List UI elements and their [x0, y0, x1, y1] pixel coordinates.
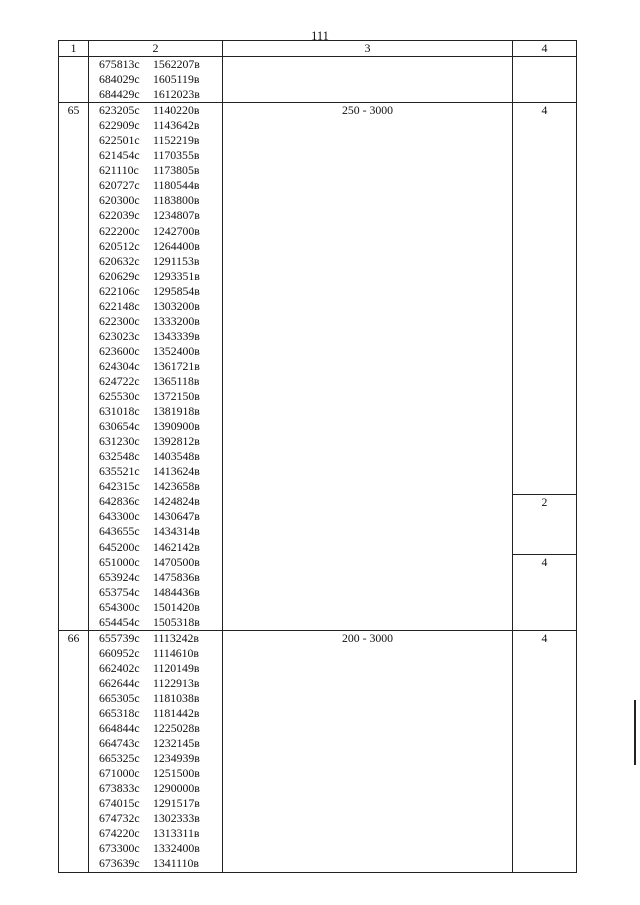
header-row — [59, 41, 577, 57]
coordinate-pair — [89, 404, 222, 419]
coordinate-pair — [89, 811, 222, 826]
longitude: 1612023в — [153, 87, 200, 102]
range-cell — [223, 57, 513, 103]
coordinates-cell — [89, 494, 223, 554]
longitude: 1392812в — [153, 434, 200, 449]
longitude: 1293351в — [153, 268, 200, 283]
coordinate-pair — [89, 103, 222, 118]
latitude: 662644с — [99, 675, 140, 690]
longitude: 1423658в — [153, 479, 200, 494]
latitude: 622148с — [99, 298, 140, 313]
coordinate-pair — [89, 374, 222, 389]
latitude: 642315с — [99, 479, 140, 494]
latitude: 684029с — [99, 72, 140, 87]
longitude: 1361721в — [153, 358, 200, 373]
latitude: 643300с — [99, 509, 140, 524]
longitude: 1234939в — [153, 751, 200, 766]
latitude: 620632с — [99, 253, 140, 268]
category-cell: 4 — [513, 555, 577, 631]
table-row — [59, 103, 577, 495]
latitude: 654454с — [99, 614, 140, 629]
latitude: 664743с — [99, 736, 140, 751]
longitude: 1291153в — [153, 253, 200, 268]
latitude: 622039с — [99, 208, 140, 223]
longitude: 1120149в — [153, 660, 200, 675]
coordinate-pair — [89, 359, 222, 374]
latitude: 673833с — [99, 781, 140, 796]
longitude: 1181038в — [153, 690, 200, 705]
category-cell: 4 — [513, 630, 577, 872]
longitude: 1302333в — [153, 811, 200, 826]
coordinate-pair — [89, 389, 222, 404]
latitude: 622300с — [99, 313, 140, 328]
latitude: 664844с — [99, 721, 140, 736]
coordinate-pair — [89, 585, 222, 600]
latitude: 660952с — [99, 645, 140, 660]
longitude: 1484436в — [153, 584, 200, 599]
longitude: 1372150в — [153, 389, 200, 404]
coordinate-pair — [89, 208, 222, 223]
longitude: 1430647в — [153, 509, 200, 524]
longitude: 1295854в — [153, 283, 200, 298]
continuation-row — [59, 57, 577, 103]
latitude: 624722с — [99, 373, 140, 388]
coordinate-pair — [89, 540, 222, 555]
coordinates-cell — [89, 103, 223, 495]
range-cell: 250 - 3000 — [223, 103, 513, 631]
coordinate-pair — [89, 751, 222, 766]
latitude: 632548с — [99, 449, 140, 464]
longitude: 1341110в — [153, 856, 199, 871]
longitude: 1413624в — [153, 464, 200, 479]
longitude: 1242700в — [153, 223, 200, 238]
latitude: 662402с — [99, 660, 140, 675]
longitude: 1234807в — [153, 208, 200, 223]
latitude: 621110с — [99, 163, 139, 178]
latitude: 665305с — [99, 690, 140, 705]
entry-number-cell — [59, 57, 89, 103]
coordinates-cell — [89, 555, 223, 631]
latitude: 671000с — [99, 766, 140, 781]
longitude: 1291517в — [153, 796, 200, 811]
longitude: 1290000в — [153, 781, 200, 796]
coordinate-pair — [89, 224, 222, 239]
longitude: 1332400в — [153, 841, 200, 856]
coordinate-pair — [89, 721, 222, 736]
coordinate-pair — [89, 856, 222, 871]
longitude: 1403548в — [153, 449, 200, 464]
category-cell — [513, 57, 577, 103]
longitude: 1462142в — [153, 539, 200, 554]
longitude: 1180544в — [153, 178, 200, 193]
coordinate-pair — [89, 419, 222, 434]
entry-number: 65 — [59, 103, 89, 631]
latitude: 622909с — [99, 118, 140, 133]
coordinate-pair — [89, 344, 222, 359]
coordinate-pair — [89, 479, 222, 494]
latitude: 623023с — [99, 328, 140, 343]
coordinate-pair — [89, 524, 222, 539]
coordinate-pair — [89, 691, 222, 706]
latitude: 623205с — [99, 103, 140, 118]
longitude: 1505318в — [153, 614, 200, 629]
latitude: 630654с — [99, 419, 140, 434]
coordinate-pair — [89, 329, 222, 344]
longitude: 1501420в — [153, 599, 200, 614]
coordinate-pair — [89, 314, 222, 329]
header-col-3: 3 — [223, 41, 513, 57]
coordinates-table — [58, 40, 577, 873]
coordinate-pair — [89, 841, 222, 856]
coordinate-pair — [89, 615, 222, 630]
coordinate-pair — [89, 646, 222, 661]
latitude: 675813с — [99, 57, 140, 71]
coordinate-pair — [89, 87, 222, 102]
longitude: 1303200в — [153, 298, 200, 313]
longitude: 1333200в — [153, 313, 200, 328]
latitude: 665325с — [99, 751, 140, 766]
longitude: 1114610в — [153, 645, 199, 660]
coordinate-pair — [89, 676, 222, 691]
latitude: 665318с — [99, 706, 140, 721]
longitude: 1605119в — [153, 72, 200, 87]
coordinates-cell — [89, 630, 223, 872]
longitude: 1264400в — [153, 238, 200, 253]
longitude: 1251500в — [153, 766, 200, 781]
latitude: 620512с — [99, 238, 140, 253]
coordinate-pair — [89, 464, 222, 479]
coordinate-pair — [89, 269, 222, 284]
latitude: 643655с — [99, 524, 140, 539]
coordinate-pair — [89, 509, 222, 524]
latitude: 674015с — [99, 796, 140, 811]
coordinate-pair — [89, 72, 222, 87]
latitude: 620300с — [99, 193, 140, 208]
coordinate-pair — [89, 434, 222, 449]
latitude: 655739с — [99, 630, 140, 645]
coordinate-pair — [89, 118, 222, 133]
coordinate-pair — [89, 796, 222, 811]
latitude: 631230с — [99, 434, 140, 449]
coordinate-pair — [89, 570, 222, 585]
header-col-4: 4 — [513, 41, 577, 57]
latitude: 624304с — [99, 358, 140, 373]
longitude: 1173805в — [153, 163, 200, 178]
latitude: 623600с — [99, 343, 140, 358]
longitude: 1113242в — [153, 630, 199, 645]
latitude: 622501с — [99, 133, 140, 148]
coordinate-pair — [89, 133, 222, 148]
category-cell: 2 — [513, 494, 577, 554]
coordinate-pair — [89, 661, 222, 676]
longitude: 1181442в — [153, 706, 200, 721]
longitude: 1225028в — [153, 721, 200, 736]
latitude: 654300с — [99, 599, 140, 614]
longitude: 1381918в — [153, 404, 200, 419]
longitude: 1365118в — [153, 373, 200, 388]
category-cell: 4 — [513, 103, 577, 495]
table-row — [59, 630, 577, 872]
longitude: 1470500в — [153, 554, 200, 569]
coordinate-pair — [89, 284, 222, 299]
range-cell: 200 - 3000 — [223, 630, 513, 872]
longitude: 1140220в — [153, 103, 200, 118]
coordinate-pair — [89, 826, 222, 841]
coordinate-pair — [89, 631, 222, 646]
coordinate-pair — [89, 163, 222, 178]
latitude: 653754с — [99, 584, 140, 599]
longitude: 1352400в — [153, 343, 200, 358]
longitude: 1424824в — [153, 494, 200, 509]
coordinate-pair — [89, 148, 222, 163]
latitude: 635521с — [99, 464, 140, 479]
coordinate-pair — [89, 766, 222, 781]
latitude: 674220с — [99, 826, 140, 841]
longitude: 1152219в — [153, 133, 200, 148]
coordinate-pair — [89, 254, 222, 269]
latitude: 625530с — [99, 389, 140, 404]
coordinate-pair — [89, 706, 222, 721]
coordinate-pair — [89, 781, 222, 796]
latitude: 674732с — [99, 811, 140, 826]
header-col-2: 2 — [89, 41, 223, 57]
latitude: 631018с — [99, 404, 140, 419]
latitude: 622200с — [99, 223, 140, 238]
longitude: 1390900в — [153, 419, 200, 434]
coordinate-pair — [89, 239, 222, 254]
entry-number: 66 — [59, 630, 89, 872]
coordinate-pair — [89, 555, 222, 570]
latitude: 684429с — [99, 87, 140, 102]
latitude: 653924с — [99, 569, 140, 584]
longitude: 1343339в — [153, 328, 200, 343]
coordinate-pair — [89, 178, 222, 193]
latitude: 645200с — [99, 539, 140, 554]
coordinate-pair — [89, 494, 222, 509]
latitude: 620629с — [99, 268, 140, 283]
scan-edge-mark — [634, 700, 636, 765]
longitude: 1232145в — [153, 736, 200, 751]
latitude: 642836с — [99, 494, 140, 509]
longitude: 1562207в — [153, 57, 200, 71]
header-col-1: 1 — [59, 41, 89, 57]
longitude: 1143642в — [153, 118, 200, 133]
latitude: 673639с — [99, 856, 140, 871]
coordinate-pair — [89, 600, 222, 615]
longitude: 1122913в — [153, 675, 200, 690]
longitude: 1313311в — [153, 826, 200, 841]
coordinate-pair — [89, 299, 222, 314]
page-number: 111 — [311, 29, 329, 43]
longitude: 1183800в — [153, 193, 200, 208]
latitude: 620727с — [99, 178, 140, 193]
longitude: 1170355в — [153, 148, 200, 163]
latitude: 673300с — [99, 841, 140, 856]
coordinates-cell — [89, 57, 223, 103]
longitude: 1475836в — [153, 569, 200, 584]
coordinate-pair — [89, 57, 222, 72]
latitude: 622106с — [99, 283, 140, 298]
latitude: 651000с — [99, 554, 140, 569]
latitude: 621454с — [99, 148, 140, 163]
coordinate-pair — [89, 193, 222, 208]
longitude: 1434314в — [153, 524, 200, 539]
coordinate-pair — [89, 736, 222, 751]
coordinate-pair — [89, 449, 222, 464]
